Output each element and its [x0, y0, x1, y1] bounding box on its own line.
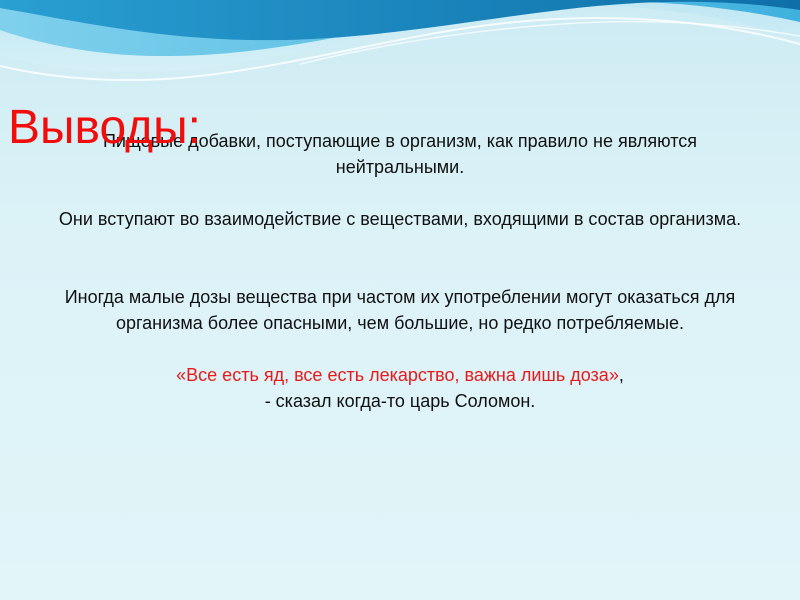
conclusion-paragraph-3: Иногда малые дозы вещества при частом их употреблении могут оказаться для организма более опасными, чем большие, но редко потребляемые.: [64, 287, 736, 333]
quote-line: [40, 362, 760, 388]
quote-comma: ,: [618, 365, 624, 385]
slide-body: [40, 128, 760, 414]
conclusion-paragraph-1: Пищевые добавки, поступающие в организм, как правило не являются нейтральными.: [102, 131, 698, 177]
header-wave-decoration: [0, 0, 800, 110]
conclusion-paragraph-2: Они вступают во взаимодействие с веществами, входящими в состав организма.: [58, 209, 742, 229]
slide-title: Выводы:: [8, 101, 201, 154]
quote-attribution: - сказал когда-то царь Соломон.: [264, 391, 536, 411]
solomon-quote: «Все есть яд, все есть лекарство, важна лишь доза»: [176, 365, 619, 385]
